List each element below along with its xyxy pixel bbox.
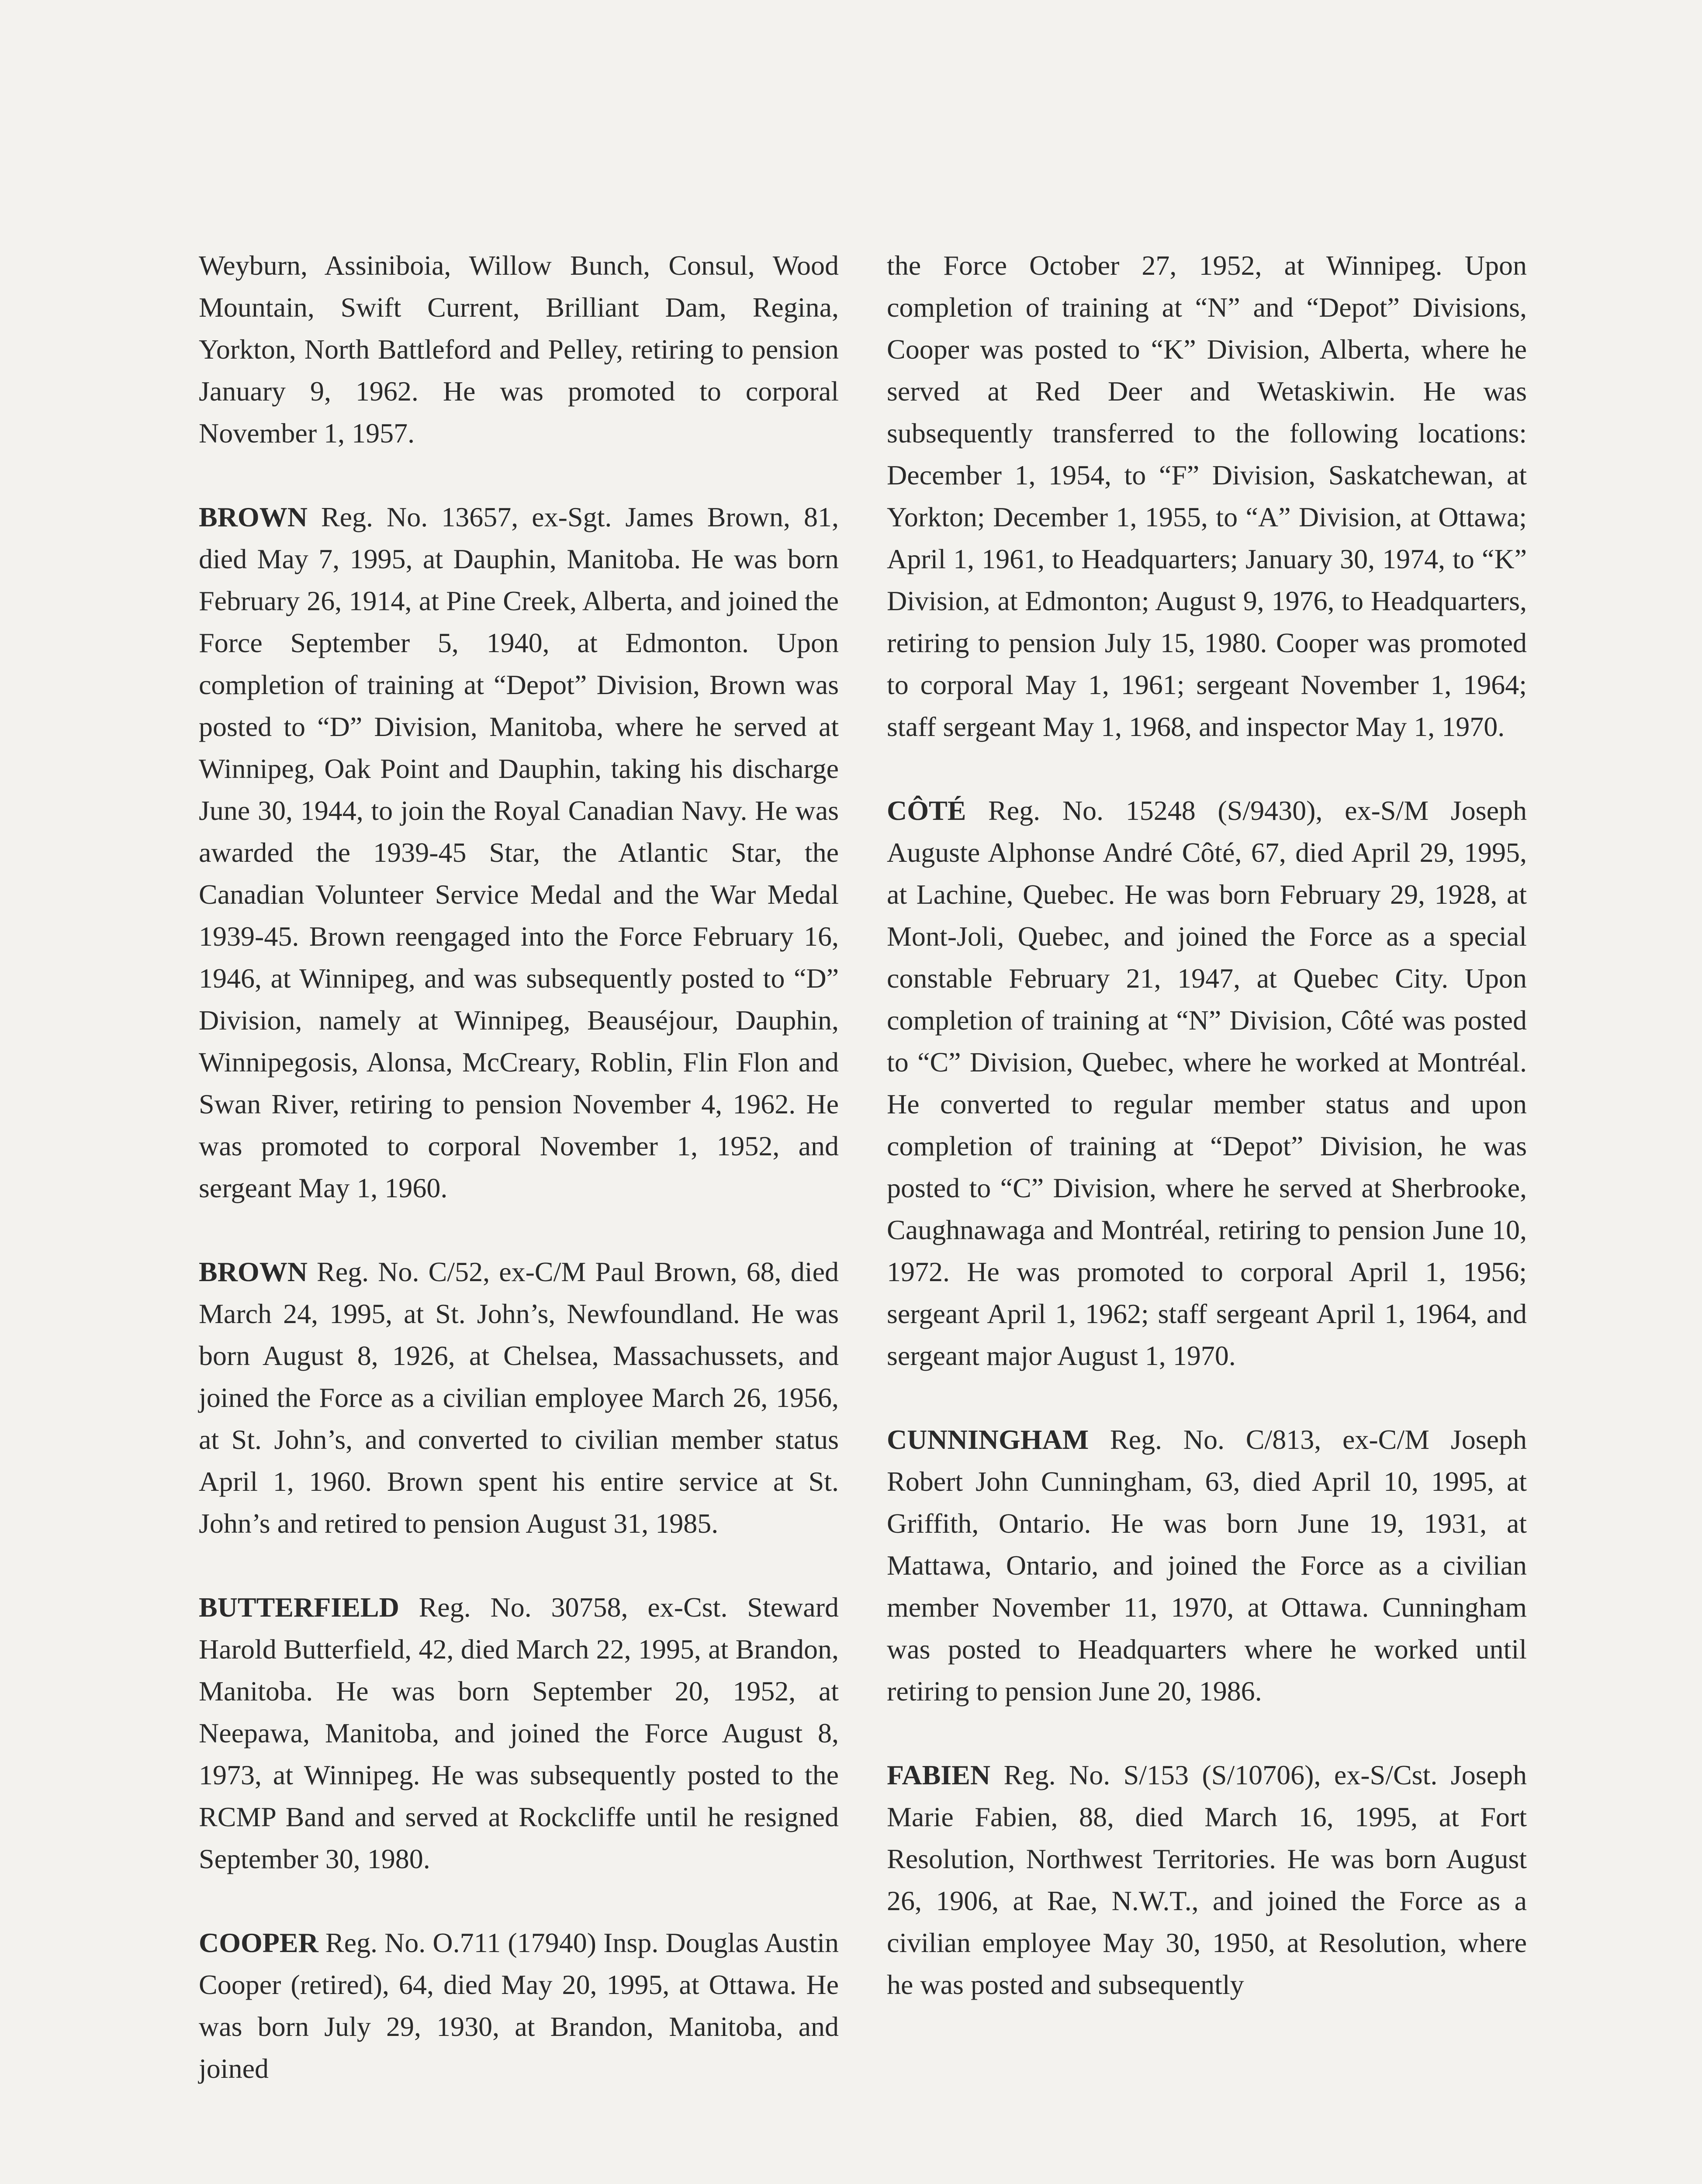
obituary-text: Weyburn, Assiniboia, Willow Bunch, Consul, Wood Mountain, Swift Current, Brilliant Dam, Regina, Yorkton, North Battleford and Pelley, retiring to pension January 9, 1962. He was promoted to corporal November 1, 1957. <box>199 250 839 449</box>
obituary-entry <box>199 1251 839 1545</box>
obituary-text: Reg. No. 13657, ex-Sgt. James Brown, 81, died May 7, 1995, at Dauphin, Manitoba. He was born February 26, 1914, at Pine Creek, Alberta, and joined the Force September 5, 1940, at Edmonton. Upon completion of training at “Depot” Division, Brown was posted to “D” Division, Manitoba, where he served at Winnipeg, Oak Point and Dauphin, taking his discharge June 30, 1944, to join the Royal Canadian Navy. He was awarded the 1939-45 Star, the Atlantic Star, the Canadian Volunteer Service Medal and the War Medal 1939-45. Brown reengaged into the Force February 16, 1946, at Winnipeg, and was subsequently posted to “D” Division, namely at Winnipeg, Beauséjour, Dauphin, Winnipegosis, Alonsa, McCreary, Roblin, Flin Flon and Swan River, retiring to pension November 4, 1962. He was promoted to corporal November 1, 1952, and sergeant May 1, 1960. <box>199 501 839 1203</box>
left-column <box>199 245 839 2090</box>
obituary-text: Reg. No. C/52, ex-C/M Paul Brown, 68, died March 24, 1995, at St. John’s, Newfoundland. He was born August 8, 1926, at Chelsea, Massachussets, and joined the Force as a civilian employee March 26, 1956, at St. John’s, and converted to civilian member status April 1, 1960. Brown spent his entire service at St. John’s and retired to pension August 31, 1985. <box>199 1256 839 1539</box>
obituary-continuation <box>887 245 1527 748</box>
obituary-text: the Force October 27, 1952, at Winnipeg. Upon completion of training at “N” and “Depot” Divisions, Cooper was posted to “K” Division, Alberta, where he served at Red Deer and Wetaskiwin. He was subsequently transferred to the following locations: December 1, 1954, to “F” Division, Saskatchewan, at Yorkton; December 1, 1955, to “A” Division, at Ottawa; April 1, 1961, to Headquarters; January 30, 1974, to “K” Division, at Edmonton; August 9, 1976, to Headquarters, retiring to pension July 15, 1980. Cooper was promoted to corporal May 1, 1961; sergeant November 1, 1964; staff sergeant May 1, 1968, and inspector May 1, 1970. <box>887 250 1527 742</box>
obituary-entry <box>887 1754 1527 2006</box>
obituary-surname: BROWN <box>199 1256 308 1287</box>
obituary-text: Reg. No. C/813, ex-C/M Joseph Robert John Cunningham, 63, died April 10, 1995, at Griffith, Ontario. He was born June 19, 1931, at Mattawa, Ontario, and joined the Force as a civilian member November 11, 1970, at Ottawa. Cunningham was posted to Headquarters where he worked until retiring to pension June 20, 1986. <box>887 1424 1527 1707</box>
obituary-continuation <box>199 245 839 454</box>
obituary-surname: FABIEN <box>887 1759 991 1790</box>
obituary-entry <box>199 496 839 1209</box>
obituary-entry <box>887 790 1527 1377</box>
obituary-surname: BUTTERFIELD <box>199 1592 399 1623</box>
obituary-text: Reg. No. 30758, ex-Cst. Steward Harold Butterfield, 42, died March 22, 1995, at Brandon, Manitoba. He was born September 20, 1952, at Neepawa, Manitoba, and joined the Force August 8, 1973, at Winnipeg. He was subsequently posted to the RCMP Band and served at Rockcliffe until he resigned September 30, 1980. <box>199 1592 839 1874</box>
obituary-entry <box>887 1419 1527 1712</box>
obituary-surname: COOPER <box>199 1927 318 1958</box>
obituary-surname: CÔTÉ <box>887 795 966 826</box>
right-column <box>887 245 1527 2006</box>
obituary-entry <box>199 1922 839 2090</box>
obituary-text: Reg. No. S/153 (S/10706), ex-S/Cst. Joseph Marie Fabien, 88, died March 16, 1995, at Fort Resolution, Northwest Territories. He was born August 26, 1906, at Rae, N.W.T., and joined the Force as a civilian employee May 30, 1950, at Resolution, where he was posted and subsequently <box>887 1759 1527 2000</box>
obituary-surname: BROWN <box>199 501 308 532</box>
obituary-text: Reg. No. O.711 (17940) Insp. Douglas Austin Cooper (retired), 64, died May 20, 1995, at Ottawa. He was born July 29, 1930, at Brandon, Manitoba, and joined <box>199 1927 839 2084</box>
obituary-text: Reg. No. 15248 (S/9430), ex-S/M Joseph Auguste Alphonse André Côté, 67, died April 29, 1995, at Lachine, Quebec. He was born February 29, 1928, at Mont-Joli, Quebec, and joined the Force as a special constable February 21, 1947, at Quebec City. Upon completion of training at “N” Division, Côté was posted to “C” Division, Quebec, where he worked at Montréal. He converted to regular member status and upon completion of training at “Depot” Division, he was posted to “C” Division, where he served at Sherbrooke, Caughnawaga and Montréal, retiring to pension June 10, 1972. He was promoted to corporal April 1, 1956; sergeant April 1, 1962; staff sergeant April 1, 1964, and sergeant major August 1, 1970. <box>887 795 1527 1371</box>
obituary-surname: CUNNINGHAM <box>887 1424 1089 1455</box>
obituary-entry <box>199 1586 839 1880</box>
